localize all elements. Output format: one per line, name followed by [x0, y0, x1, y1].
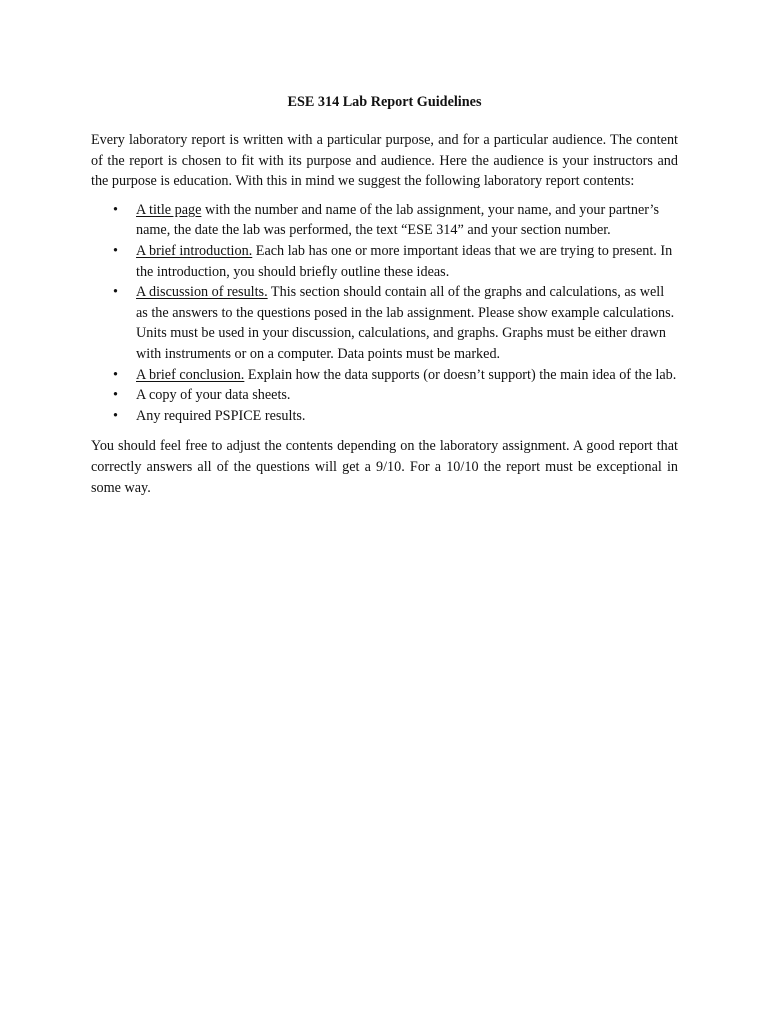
closing-paragraph: You should feel free to adjust the contents depending on the laboratory assignment. A good report that correctly answers all of the questions will get a 9/10. For a 10/10 the report must be exceptional in some way. — [91, 438, 678, 496]
bullet-glyph: • — [113, 284, 118, 301]
bullet-glyph: • — [113, 387, 118, 404]
document-title: ESE 314 Lab Report Guidelines — [287, 94, 482, 110]
item-text: A copy of your data sheets. — [136, 387, 291, 404]
intro-paragraph: Every laboratory report is written with a particular purpose, and for a particular audience. The content of the report is chosen to fit with its purpose and audience. Here the audience is your instructors and the purpose is education. With this in mind we suggest the following laboratory report contents: — [91, 132, 678, 190]
item-lead: A brief conclusion. — [136, 366, 245, 383]
item-text: with the number and name of the lab assignment, your name, and your partner’s name, the date the lab was performed, the text “ESE 314” and your section number. — [136, 201, 659, 239]
list-item — [91, 385, 678, 406]
list-item — [91, 406, 678, 427]
item-text: Any required PSPICE results. — [136, 407, 306, 424]
list-item — [91, 365, 678, 386]
item-text: Explain how the data supports (or doesn’t support) the main idea of the lab. — [244, 366, 677, 383]
item-text: Each lab has one or more important ideas that we are trying to present. In the introduction, you should briefly outline these ideas. — [136, 242, 673, 280]
item-lead: A brief introduction. — [136, 242, 253, 259]
document-body — [91, 92, 678, 498]
bullet-glyph: • — [113, 407, 118, 424]
contents-list — [91, 200, 678, 427]
bullet-glyph: • — [113, 201, 118, 218]
list-item — [91, 200, 678, 241]
bullet-glyph: • — [113, 242, 118, 259]
item-lead: A discussion of results. — [136, 284, 268, 301]
list-item — [91, 241, 678, 282]
list-item — [91, 282, 678, 364]
bullet-glyph: • — [113, 366, 118, 383]
item-lead: A title page — [136, 201, 202, 218]
item-text: This section should contain all of the graphs and calculations, as well as the answers to the questions posed in the lab assignment. Please show example calculations. Units must be used in your discussion, calculations, and graphs. Graphs must be either drawn with instruments or on a computer. Data points must be marked. — [136, 284, 675, 362]
